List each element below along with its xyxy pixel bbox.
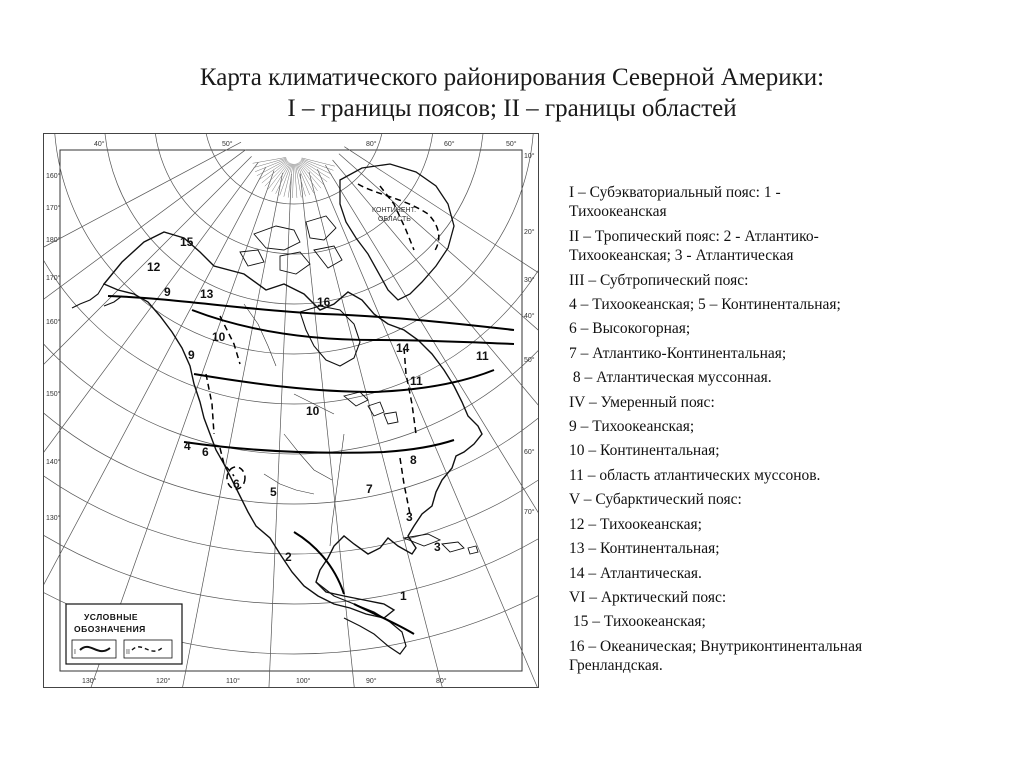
legend-item-line-1: 10 – Континентальная; [569,442,720,460]
map-drawing [44,134,538,687]
region-number: 6 [202,445,209,459]
legend-item-line-1: 14 – Атлантическая. [569,564,702,582]
region-number: 3 [406,510,413,524]
meridian [255,174,292,687]
greenland-region-label-2: ОБЛАСТЬ [378,216,411,223]
title-line-2: I – границы поясов; II – границы областей [287,95,737,122]
arctic-islands [240,216,342,274]
legend-item-line-1: 7 – Атлантико-Континентальная; [569,344,787,362]
degree-label: 50° [524,357,535,364]
parallel [44,134,538,404]
legend-item [569,295,1009,314]
meridian [344,147,538,604]
legend-item [569,515,1009,534]
region-number: 3 [434,540,441,554]
region-number: 5 [270,485,277,499]
continent-coastline [104,232,482,618]
region-number: 1 [400,589,407,603]
region-number: 14 [396,341,410,355]
climate-map [43,133,539,688]
region-number: 9 [188,348,195,362]
legend-item-line-2: Гренландская. [569,657,663,675]
degree-label: 160° [46,319,61,326]
meridian [44,150,246,650]
pole-rays [253,157,335,198]
legend-item-line-1: 11 – область атлантических муссонов. [569,466,821,484]
parallel [154,134,434,254]
legend-item [569,441,1009,460]
region-number: 8 [410,453,417,467]
map-legend-title-2: ОБОЗНАЧЕНИЯ [74,624,146,634]
legend-item-line-1: III – Субтропический пояс: [569,271,749,289]
region-number: 11 [476,349,489,363]
degree-label: 60° [524,449,535,456]
parallel [44,134,538,554]
meridian [325,165,538,687]
legend-item [569,227,1009,266]
legend-item [569,319,1009,338]
legend-item [569,637,1009,676]
legend-item [569,393,1009,412]
map-legend-box [66,604,182,664]
region-number: 12 [147,260,161,274]
region-number: 7 [366,482,373,496]
legend-item-line-1: VI – Арктический пояс: [569,588,727,606]
greenland-region-label-1: КОНТИНЕНТ. [372,207,417,214]
legend-item [569,564,1009,583]
greenland-coast [340,164,454,300]
legend-item-line-1: 16 – Океаническая; Внутриконтинентальная [569,637,863,655]
degree-label: 30° [524,277,535,284]
legend-item-line-1: 12 – Тихоокеанская; [569,515,702,533]
legend-item [569,588,1009,607]
degree-label: 70° [524,509,535,516]
pole-ray [253,157,286,163]
climate-legend [569,183,1009,681]
pole-ray [255,159,287,172]
legend-item [569,417,1009,436]
degree-label: 50° [506,141,517,148]
parallel [104,134,484,304]
degree-label: 10° [524,153,535,160]
legend-item [569,612,1009,631]
degree-label: 110° [226,678,240,685]
parallel [44,134,538,604]
region-number: 11 [410,374,423,388]
degree-label: 90° [366,678,377,685]
degree-label: 150° [46,391,61,398]
great-lakes [344,392,398,424]
region-number: 15 [180,235,194,249]
legend-item [569,183,1009,222]
legend-item-line-1: 13 – Континентальная; [569,540,720,558]
degree-label: 180° [46,237,61,244]
pole-ray [297,163,310,195]
legend-item-line-2: Тихоокеанская; 3 - Атлантическая [569,247,794,265]
parallel-lines [44,134,538,654]
region-number: 6 [233,477,240,491]
bottom-degree-labels [82,677,447,685]
region-number: 10 [212,330,226,344]
degree-label: 170° [46,275,61,282]
region-number: 4 [184,439,191,453]
legend-item-line-1: 6 – Высокогорная; [569,320,691,338]
meridian [300,174,388,687]
region-number: 2 [285,550,292,564]
map-inner-border [60,150,522,671]
pole-ray [295,164,297,198]
pole-ray [293,164,294,198]
pole-ray [295,164,301,197]
map-legend-title-1: УСЛОВНЫЕ [84,612,139,622]
degree-label: 160° [46,173,61,180]
degree-label: 130° [82,678,97,685]
left-degree-labels [46,172,61,522]
degree-label: 170° [46,205,61,212]
map-legend-symbol-ii: II [126,649,130,656]
legend-item [569,271,1009,290]
region-number-labels [147,235,489,603]
legend-item [569,490,1009,509]
legend-item-line-1: 9 – Тихоокеанская; [569,418,695,436]
degree-label: 80° [366,141,377,148]
region-number: 9 [164,285,171,299]
parallel [54,134,534,354]
right-degree-labels [524,152,535,516]
page-title [0,62,1024,124]
legend-item-line-1: I – Субэкваториальный пояс: 1 - [569,184,781,201]
legend-item-line-1: II – Тропический пояс: 2 - Атлантико- [569,227,819,245]
degree-label: 80° [436,678,447,685]
meridian [339,154,538,687]
legend-item [569,466,1009,485]
legend-item-line-2: Тихоокеанская [569,203,667,221]
rivers [244,304,344,546]
legend-item-line-1: 4 – Тихоокеанская; 5 – Континентальная; [569,296,841,314]
meridian [317,169,538,687]
legend-item-line-1: 8 – Атлантическая муссонная. [569,369,772,387]
degree-label: 50° [222,141,233,148]
map-legend-symbol-i: I [74,649,76,656]
legend-item-line-1: IV – Умеренный пояс: [569,393,715,411]
degree-label: 40° [524,313,535,320]
degree-label: 140° [46,459,61,466]
degree-label: 120° [156,678,171,685]
degree-label: 60° [444,141,455,148]
central-america-coast [316,582,406,654]
region-number: 13 [200,287,214,301]
legend-item-line-1: V – Субарктический пояс: [569,491,742,509]
degree-label: 40° [94,141,105,148]
region-number: 16 [317,295,331,309]
region-number: 10 [306,404,320,418]
legend-item [569,368,1009,387]
degree-label: 130° [46,515,61,522]
parallel [44,134,538,654]
legend-item-line-1: 15 – Тихоокеанская; [569,613,706,631]
legend-item [569,539,1009,558]
title-line-1: Карта климатического районирования Северной Америки: [199,64,825,91]
degree-label: 100° [296,678,311,685]
legend-item [569,344,1009,363]
degree-label: 20° [524,229,535,236]
